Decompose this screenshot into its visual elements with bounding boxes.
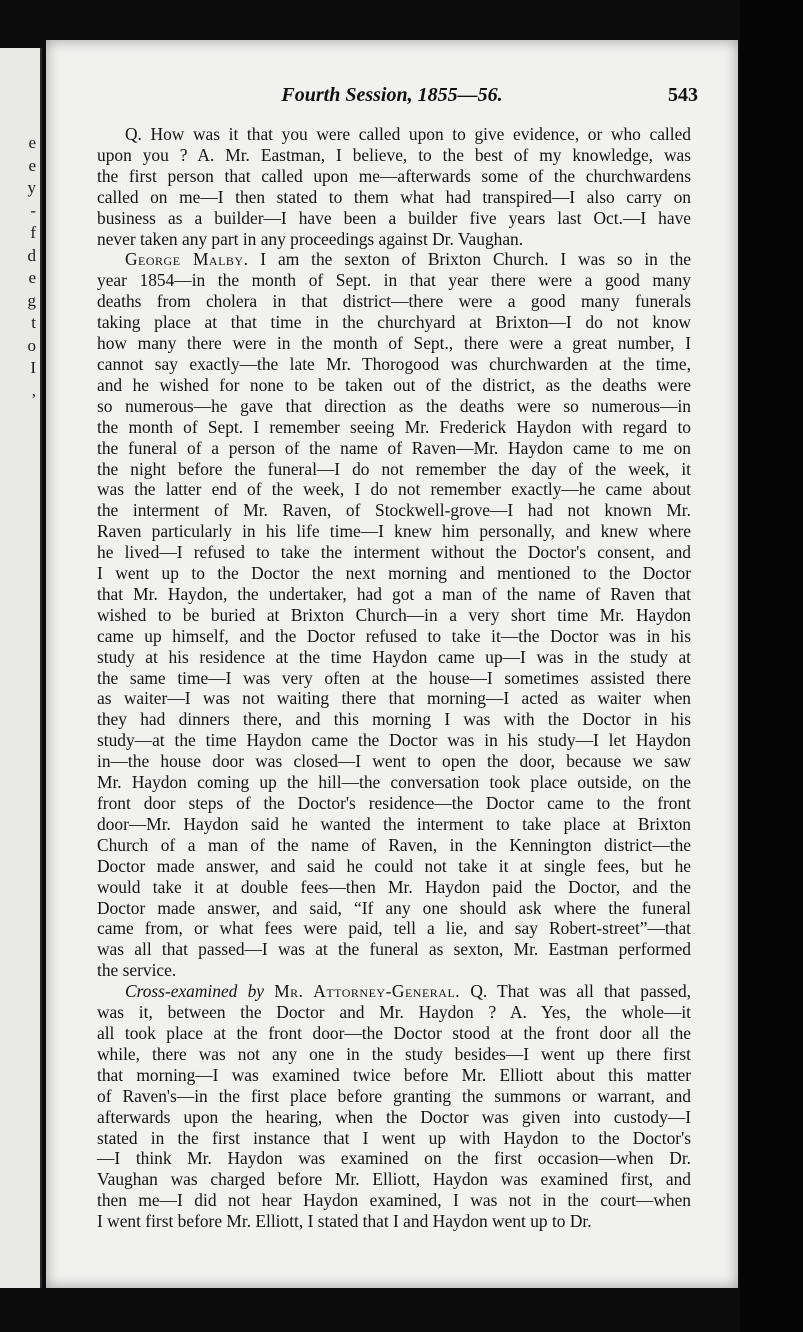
- text-run: the funeral of a person of the name of Raven—Mr. Haydon came to me on: [97, 437, 691, 458]
- text-run: the month of Sept. I remember seeing Mr. Frederick Haydon with regard to: [97, 416, 691, 437]
- speaker-name: George Malby.: [125, 249, 249, 270]
- text-line: [97, 688, 691, 709]
- text-line: [97, 772, 691, 793]
- text-line: [97, 856, 691, 877]
- text-run: Q. How was it that you were called upon to give evidence, or who called: [125, 124, 691, 144]
- text-run: then me—I did not hear Haydon examined, I was not in the court—when: [97, 1190, 691, 1211]
- text-line: [97, 249, 691, 270]
- text-run: Q. That was all that passed,: [460, 981, 692, 1002]
- text-run: cannot say exactly—the late Mr. Thorogood was churchwarden at the time,: [97, 353, 691, 374]
- text-line: [97, 709, 691, 730]
- text-run: I am the sexton of Brixton Church. I was so in the: [248, 249, 691, 270]
- text-run: Mr. Haydon coming up the hill—the conversation took place outside, on the: [97, 772, 691, 793]
- text-line: [97, 1107, 691, 1128]
- text-run: afterwards upon the hearing, when the Doctor was given into custody—I: [97, 1106, 691, 1127]
- text-run: so numerous—he gave that direction as the deaths were so numerous—in: [97, 395, 691, 416]
- text-run: that morning—I was examined twice before Mr. Elliott about this matter: [97, 1064, 691, 1085]
- text-line: [97, 563, 691, 584]
- text-line: [97, 1128, 691, 1149]
- text-line: [97, 521, 691, 542]
- text-run: would take it at double fees—then Mr. Haydon paid the Doctor, and the: [97, 876, 691, 897]
- text-line: [97, 459, 691, 480]
- text-line: [97, 1169, 691, 1190]
- text-run: the same time—I was very often at the house—I sometimes assisted there: [97, 667, 691, 688]
- text-line: [97, 793, 691, 814]
- text-line: [97, 751, 691, 772]
- text-run: came up himself, and the Doctor refused to take it—the Doctor was in his: [97, 625, 691, 646]
- text-line: [97, 1023, 691, 1044]
- text-run: came from, or what fees were paid, tell a lie, and say Robert-street”—that: [97, 918, 691, 939]
- text-run: called on me—I then stated to them what had transpired—I also carry on: [97, 186, 691, 207]
- text-run: and he wished for none to be taken out of the district, as the deaths were: [97, 374, 691, 395]
- text-line: [97, 1065, 691, 1086]
- text-run: all took place at the front door—the Doctor stood at the front door all the: [97, 1022, 691, 1043]
- text-line: [97, 1044, 691, 1065]
- edge-letter: e: [28, 133, 36, 152]
- text-run: they had dinners there, and this morning I was with the Doctor in his: [97, 709, 691, 730]
- text-line: [97, 835, 691, 856]
- text-line: [97, 1190, 691, 1211]
- text-line: [97, 312, 691, 333]
- text-line: [97, 270, 691, 291]
- text-line: [97, 291, 691, 312]
- text-run: the night before the funeral—I do not remember the day of the week, it: [97, 458, 691, 479]
- edge-letter: d: [27, 245, 36, 265]
- text-run: upon you ? A. Mr. Eastman, I believe, to the best of my knowledge, was: [97, 144, 691, 165]
- edge-letter: I: [30, 358, 36, 377]
- edge-letter: -: [30, 200, 36, 220]
- text-run: Raven particularly in his life time—I knew him personally, and knew where: [97, 521, 691, 542]
- scan-background: [740, 0, 803, 1332]
- text-run: —I think Mr. Haydon was examined on the first occasion—when Dr.: [97, 1148, 691, 1169]
- text-line: [97, 229, 691, 250]
- text-run: Doctor made answer, and said he could not take it at single fees, but he: [97, 855, 691, 876]
- text-line: [97, 647, 691, 668]
- text-run: the first person that called upon me—afterwards some of the churchwardens: [97, 165, 691, 186]
- text-line: [97, 668, 691, 689]
- text-line: [97, 500, 691, 521]
- text-line: [97, 417, 691, 438]
- text-run: deaths from cholera in that district—there were a good many funerals: [97, 291, 691, 312]
- page-number: 543: [668, 84, 698, 106]
- text-line: [97, 1148, 691, 1169]
- text-run: while, there was not any one in the study besides—I went up there first: [97, 1043, 691, 1064]
- text-line: [97, 166, 691, 187]
- text-line: [97, 1086, 691, 1107]
- text-line: [97, 187, 691, 208]
- text-run: front door steps of the Doctor's residence—the Doctor came to the front: [97, 793, 691, 813]
- paragraph: [97, 981, 691, 1232]
- text-line: [97, 960, 691, 981]
- text-line: [97, 333, 691, 354]
- paragraph: [97, 249, 691, 981]
- text-run: year 1854—in the month of Sept. in that year there were a good many: [97, 270, 691, 291]
- text-run: the interment of Mr. Raven, of Stockwell-grove—I had not known Mr.: [97, 500, 691, 521]
- text-run: stated in the first instance that I went up with Haydon to the Doctor's: [97, 1127, 691, 1148]
- text-line: [97, 354, 691, 375]
- text-line: [97, 939, 691, 960]
- text-run: Vaughan was charged before Mr. Elliott, Haydon was examined first, and: [97, 1169, 691, 1190]
- text-run: Church of a man of the name of Raven, in the Kennington district—the: [97, 834, 691, 855]
- text-line: [97, 918, 691, 939]
- text-run: never taken any part in any proceedings against Dr. Vaughan.: [97, 228, 524, 249]
- text-line: [97, 479, 691, 500]
- text-line: [97, 877, 691, 898]
- text-line: [97, 730, 691, 751]
- text-run: door—Mr. Haydon said he wanted the interment to take place at Brixton: [97, 813, 691, 834]
- edge-letter: e: [28, 268, 36, 287]
- text-run: the service.: [97, 960, 177, 981]
- text-run: was all that passed—I was at the funeral as sexton, Mr. Eastman performed: [97, 939, 691, 960]
- text-line: [97, 375, 691, 396]
- text-line: [97, 1002, 691, 1023]
- text-run: that Mr. Haydon, the undertaker, had got a man of the name of Raven that: [97, 583, 691, 604]
- text-run: was it, between the Doctor and Mr. Haydon ? A. Yes, the whole—it: [97, 1002, 691, 1023]
- text-line: [97, 626, 691, 647]
- edge-letter: e: [28, 155, 36, 175]
- text-line: [97, 605, 691, 626]
- running-head: [46, 84, 738, 114]
- text-line: [97, 396, 691, 417]
- text-run: study—at the time Haydon came the Doctor was in his study—I let Haydon: [97, 730, 691, 751]
- text-line: [97, 584, 691, 605]
- text-line: [97, 438, 691, 459]
- paragraph: [97, 124, 691, 249]
- edge-letter: y: [27, 178, 36, 197]
- text-run: taking place at that time in the churchyard at Brixton—I do not know: [97, 312, 691, 333]
- text-run: he lived—I refused to take the interment without the Doctor's consent, and: [97, 542, 691, 563]
- facing-page-text-fragments: [16, 132, 36, 402]
- speaker-name: Mr. Attorney-General.: [274, 981, 461, 1002]
- text-run: of Raven's—in the first place before granting the summons or warrant, and: [97, 1085, 691, 1106]
- edge-letter: o: [27, 335, 36, 355]
- text-line: [97, 208, 691, 229]
- page-body-text: [97, 124, 691, 1232]
- text-run: Doctor made answer, and said, “If any one should ask where the funeral: [97, 897, 691, 918]
- text-line: [97, 981, 691, 1002]
- edge-letter: f: [30, 223, 36, 242]
- text-line: [97, 124, 691, 145]
- text-run: business as a builder—I have been a builder five years last Oct.—I have: [97, 207, 691, 228]
- italic-phrase: Cross-examined by: [125, 981, 264, 1002]
- edge-letter: g: [27, 290, 36, 310]
- text-run: wished to be buried at Brixton Church—in a very short time Mr. Haydon: [97, 604, 691, 625]
- text-run: [264, 981, 274, 1001]
- text-run: I went up to the Doctor the next morning and mentioned to the Doctor: [97, 563, 691, 584]
- text-line: [97, 1211, 691, 1232]
- text-run: how many there were in the month of Sept., there were a great number, I: [97, 333, 691, 354]
- book-page: [46, 40, 738, 1288]
- running-title: Fourth Session, 1855—56.: [281, 84, 503, 106]
- edge-letter: t: [31, 313, 36, 332]
- text-run: was the latter end of the week, I do not remember exactly—he came about: [97, 479, 691, 500]
- text-run: I went first before Mr. Elliott, I stated that I and Haydon went up to Dr.: [97, 1211, 592, 1232]
- text-line: [97, 145, 691, 166]
- text-run: as waiter—I was not waiting there that morning—I acted as waiter when: [97, 688, 691, 709]
- edge-letter: ,: [31, 380, 36, 400]
- text-run: in—the house door was closed—I went to open the door, because we saw: [97, 751, 691, 772]
- text-line: [97, 814, 691, 835]
- text-run: study at his residence at the time Haydon came up—I was in the study at: [97, 646, 691, 667]
- text-line: [97, 542, 691, 563]
- facing-page-edge: [0, 48, 42, 1288]
- text-line: [97, 898, 691, 919]
